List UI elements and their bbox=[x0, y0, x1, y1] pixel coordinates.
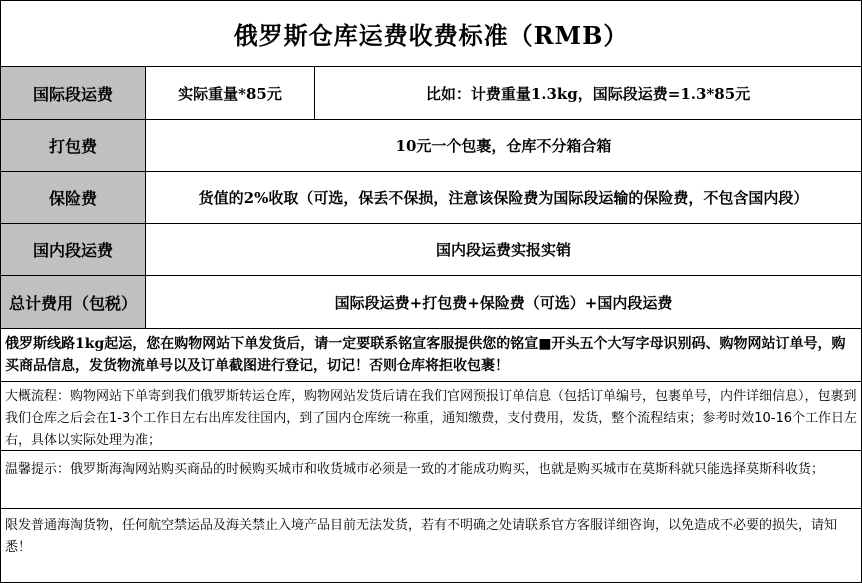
fee-label-international: 国际段运费 bbox=[1, 67, 146, 119]
fee-example-international: 比如：计费重量1.3kg，国际段运费=1.3*85元 bbox=[425, 84, 751, 103]
reminder-notice: 温馨提示：俄罗斯海淘网站购买商品的时候购买城市和收货城市必须是一致的才能成功购买，也就是购买城市在莫斯科就只能选择莫斯科收货； bbox=[1, 451, 861, 509]
fee-label-total: 总计费用（包税） bbox=[1, 276, 146, 328]
fee-label-packing: 打包费 bbox=[1, 120, 146, 171]
fee-value-domestic: 国内段运费实报实销 bbox=[435, 241, 571, 259]
fee-value-insurance: 货值的2%收取（可选，保丢不保损，注意该保险费为国际段运输的保险费，不包含国内段） bbox=[198, 189, 809, 207]
fee-value-total: 国际段运费+打包费+保险费（可选）+国内段运费 bbox=[334, 293, 673, 312]
fee-row-domestic bbox=[1, 224, 861, 276]
fee-label-domestic: 国内段运费 bbox=[1, 224, 146, 275]
fee-value-international: 实际重量*85元 bbox=[146, 67, 315, 119]
restriction-notice: 限发普通海淘货物，任何航空禁运品及海关禁止入境产品目前无法发货，若有不明确之处请联系官方客服详细咨询，以免造成不必要的损失，请知悉！ bbox=[5, 518, 838, 555]
fee-row-insurance bbox=[1, 172, 861, 224]
page-title: 俄罗斯仓库运费收费标准（RMB） bbox=[1, 1, 861, 67]
fee-label-insurance: 保险费 bbox=[1, 172, 146, 223]
fee-row-packing bbox=[1, 120, 861, 172]
warning-notice: 俄罗斯线路1kg起运，您在购物网站下单发货后，请一定要联系铭宣客服提供您的铭宣■开头五个大写字母识别码、购物网站订单号，购买商品信息，发货物流单号以及订单截图进行登记，切记！否则仓库将拒收包裹！ bbox=[1, 329, 861, 382]
fee-value-packing: 10元一个包裹，仓库不分箱合箱 bbox=[395, 137, 612, 155]
process-notice: 大概流程：购物网站下单寄到我们俄罗斯转运仓库，购物网站发货后请在我们官网预报订单信息（包括订单编号，包裹单号，内件详细信息），包裹到我们仓库之后会在1-3个工作日左右出库发往国内，到了国内仓库统一称重，通知缴费，支付费用，发货，整个流程结束；参考时效10-16个工作日左右，具体以实际处理为准； bbox=[1, 382, 861, 451]
fee-row-international bbox=[1, 67, 861, 120]
fee-row-total bbox=[1, 276, 861, 329]
